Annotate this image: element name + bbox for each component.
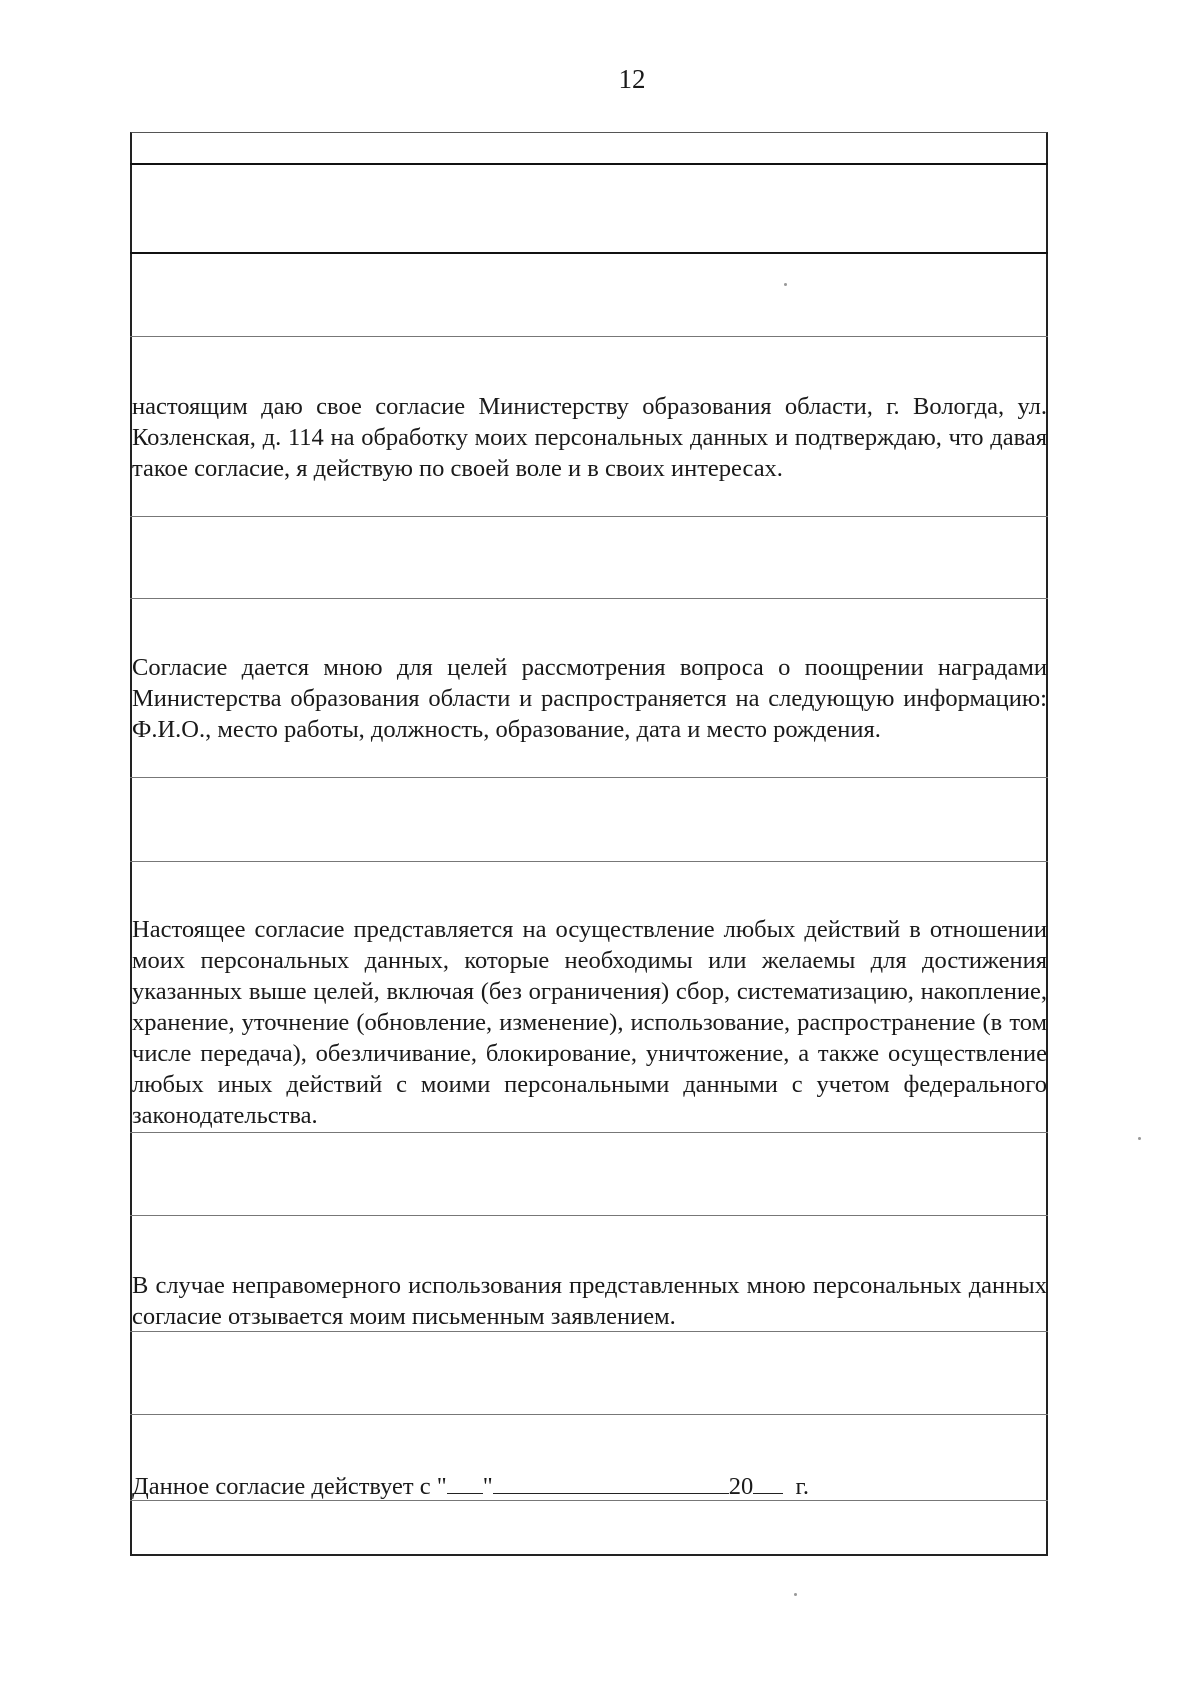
scan-speck (784, 283, 787, 286)
consent-paragraph-1: настоящим даю свое согласие Министерству образования области, г. Вологда, ул. Козленская, д. 114 на обработку моих персональных данных и подтверждаю, что давая такое согласие, я действую по своей воле и в своих интересах. (132, 393, 1047, 482)
validity-prefix: Данное согласие действует с " (132, 1473, 447, 1500)
blank-line-3 (130, 336, 1048, 337)
blank-line-6 (130, 777, 1048, 778)
page-number: 12 (618, 64, 646, 94)
blank-line-11 (130, 1414, 1048, 1415)
validity-year-field[interactable] (753, 1471, 783, 1494)
consent-paragraph-2: Согласие дается мною для целей рассмотрения вопроса о поощрении наградами Министерства образования области и распространяется на следующую информацию: Ф.И.О., место работы, должность, образование, дата и место рождения. (132, 654, 1047, 743)
blank-line-9 (130, 1215, 1048, 1216)
scan-speck (1138, 1137, 1141, 1140)
validity-suffix: г. (795, 1473, 809, 1500)
blank-line-8 (130, 1132, 1048, 1133)
scan-speck (794, 1593, 797, 1596)
validity-quote-close: " (482, 1473, 493, 1500)
blank-line-2 (130, 252, 1048, 254)
validity-month-field[interactable] (493, 1471, 729, 1494)
blank-line-7 (130, 861, 1048, 862)
form-frame (130, 132, 1048, 1556)
consent-paragraph-4: В случае неправомерного использования представленных мною персональных данных согласие отзывается моим письменным заявлением. (132, 1272, 1047, 1330)
consent-paragraph-3: Настоящее согласие представляется на осуществление любых действий в отношении моих персональных данных, которые необходимы или желаемы для достижения указанных выше целей, включая (без ограничения) сбор, систематизацию, накопление, хранение, уточнение (обновление, изменение), использование, распространение (в том числе передача), обезличивание, блокирование, уничтожение, а также осуществление любых иных действий с моими персональными данными с учетом федерального законодательства. (132, 916, 1047, 1129)
blank-line-1 (130, 163, 1048, 165)
blank-line-5 (130, 598, 1048, 599)
blank-line-4 (130, 516, 1048, 517)
validity-year-prefix: 20 (728, 1473, 754, 1500)
validity-day-field[interactable] (447, 1471, 483, 1494)
validity-line (132, 1471, 809, 1502)
